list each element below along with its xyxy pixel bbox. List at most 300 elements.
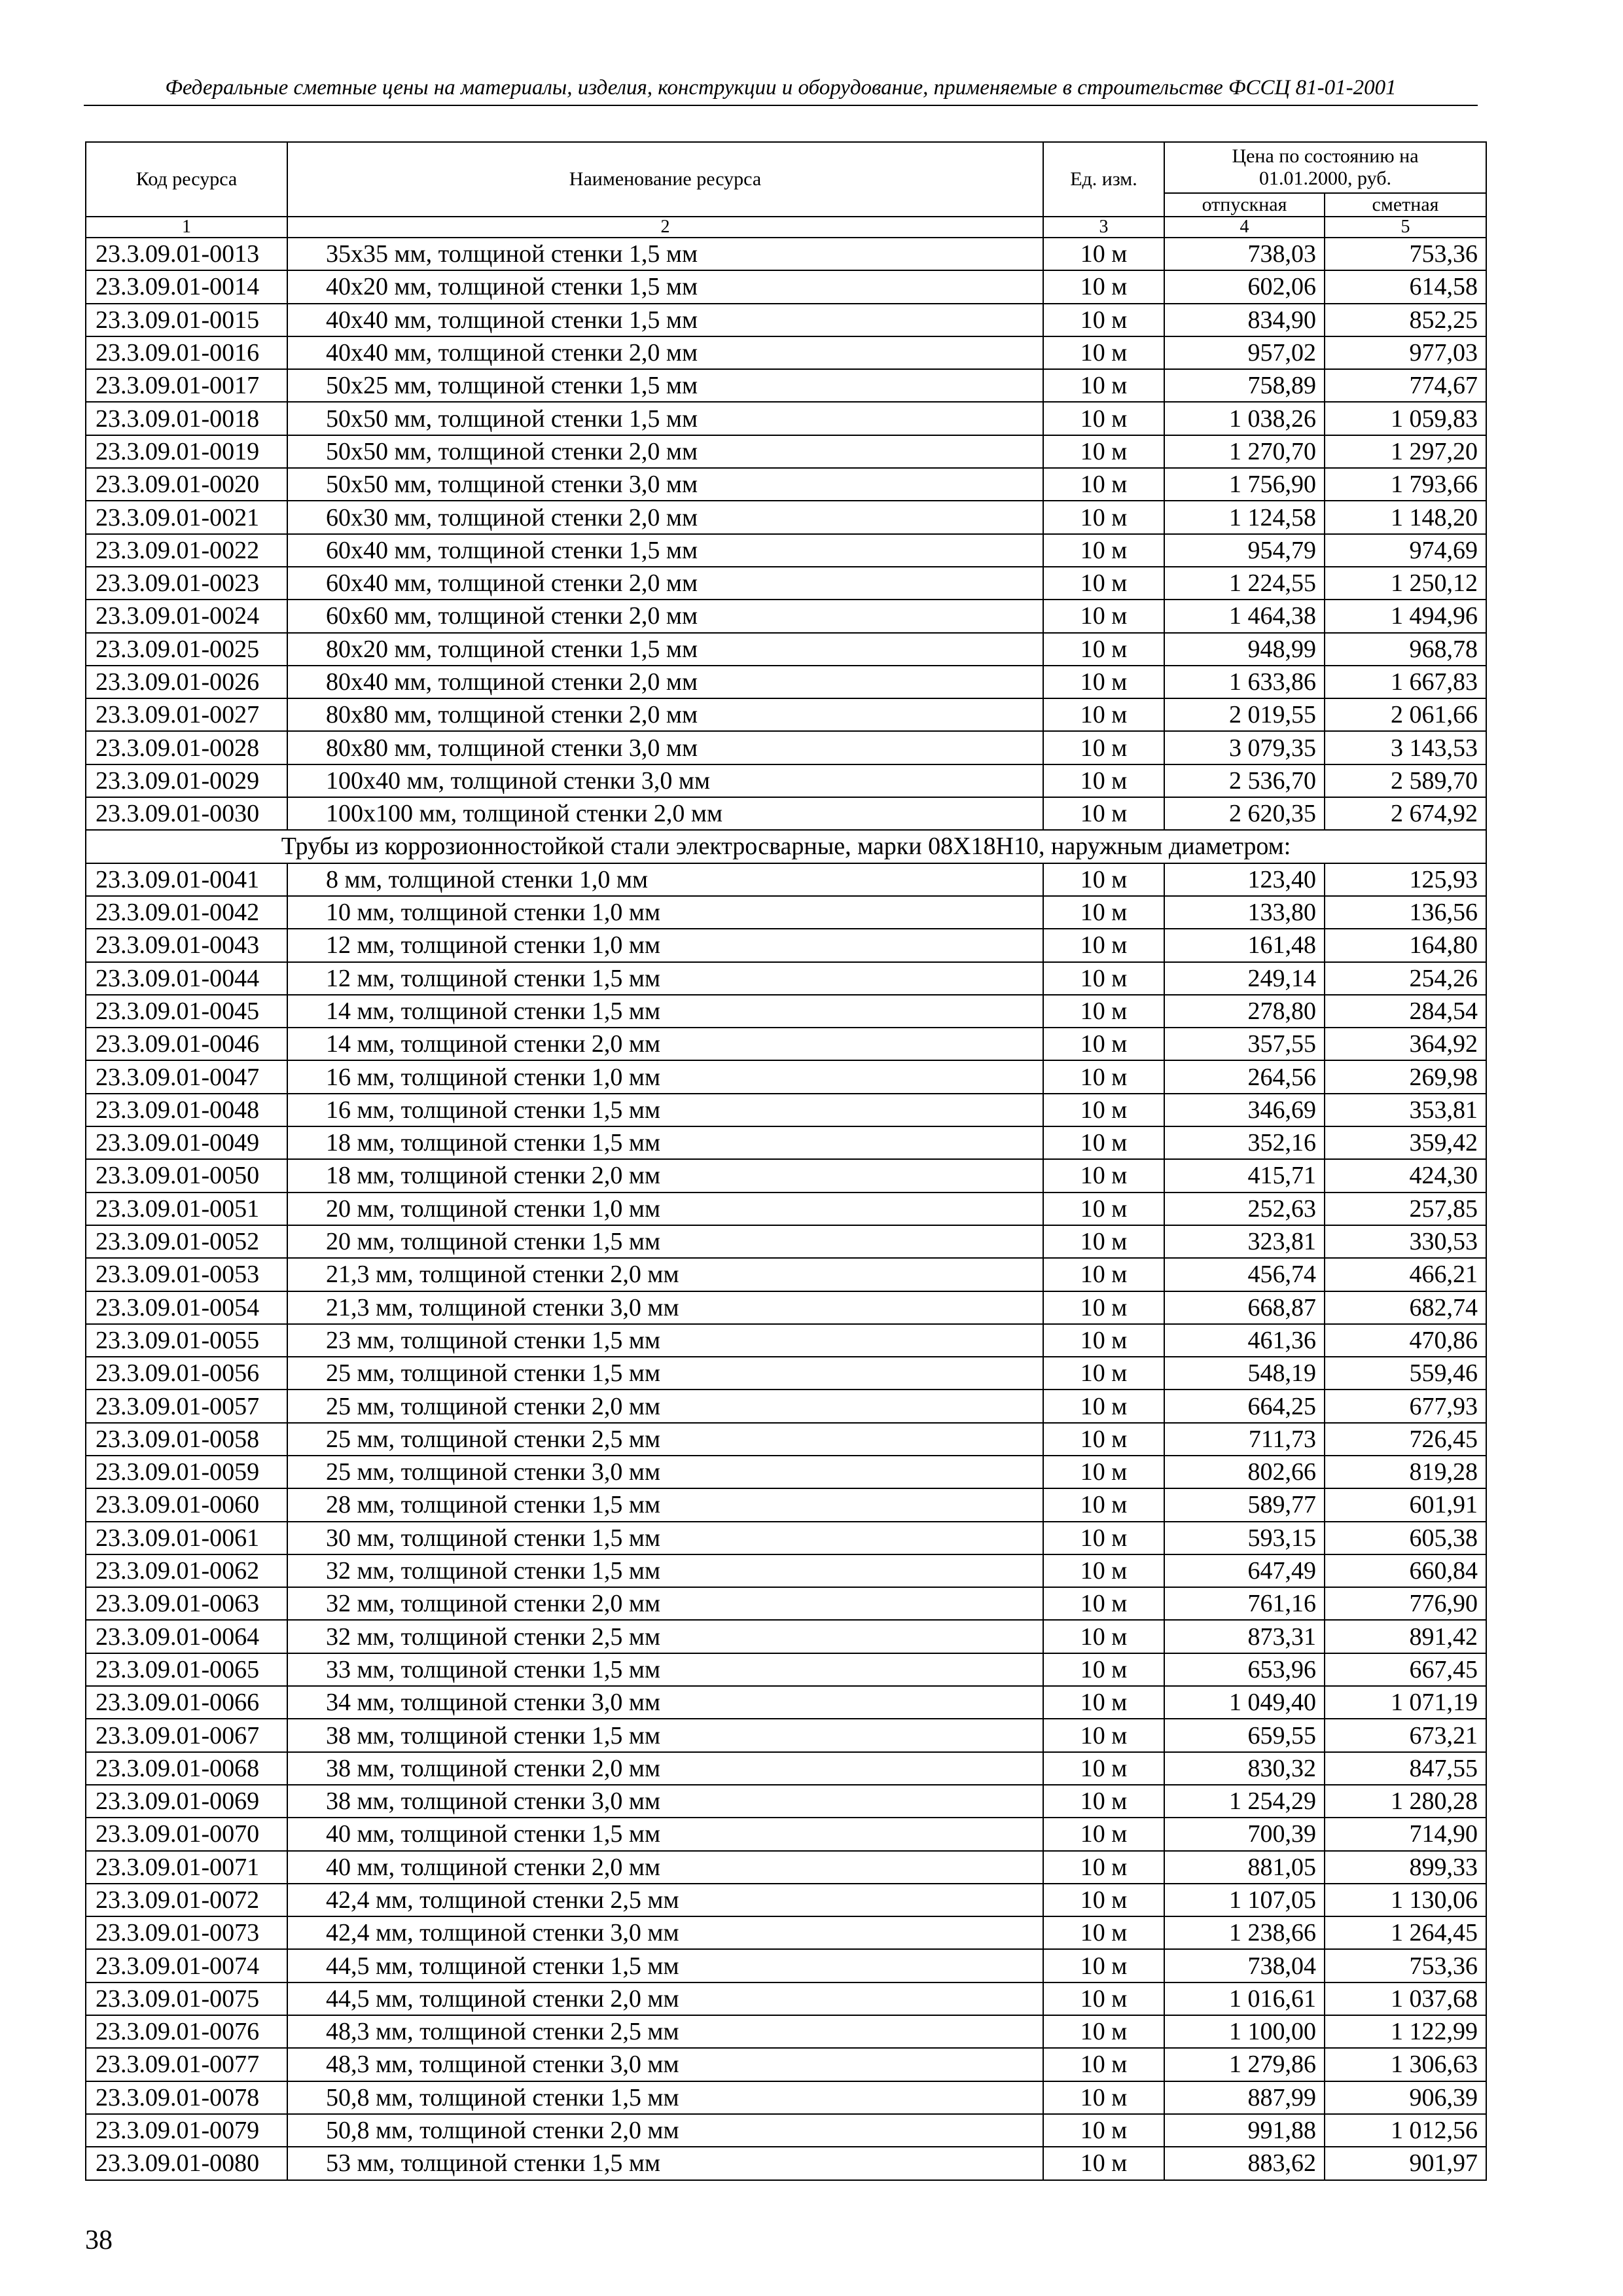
release-price: 991,88 [1164,2114,1325,2147]
release-price: 3 079,35 [1164,731,1325,764]
section-row [86,830,1486,863]
resource-name: 42,4 мм, толщиной стенки 2,5 мм [287,1884,1043,1916]
table-row [86,1159,1486,1192]
resource-name: 8 мм, толщиной стенки 1,0 мм [287,863,1043,896]
unit-of-measure: 10 м [1043,2147,1164,2179]
header-price-estimate: сметная [1325,193,1486,217]
estimate-price: 466,21 [1325,1258,1486,1291]
unit-of-measure: 10 м [1043,1028,1164,1060]
release-price: 1 224,55 [1164,567,1325,600]
release-price: 802,66 [1164,1456,1325,1488]
estimate-price: 1 793,66 [1325,468,1486,501]
unit-of-measure: 10 м [1043,666,1164,698]
unit-of-measure: 10 м [1043,1324,1164,1357]
table-row [86,1522,1486,1554]
resource-name: 23 мм, толщиной стенки 1,5 мм [287,1324,1043,1357]
unit-of-measure: 10 м [1043,797,1164,830]
estimate-price: 3 143,53 [1325,731,1486,764]
release-price: 133,80 [1164,896,1325,929]
estimate-price: 257,85 [1325,1193,1486,1225]
resource-code: 23.3.09.01-0020 [86,468,287,501]
unit-of-measure: 10 м [1043,1522,1164,1554]
estimate-price: 1 280,28 [1325,1785,1486,1818]
unit-of-measure: 10 м [1043,2015,1164,2048]
resource-code: 23.3.09.01-0054 [86,1291,287,1324]
table-row [86,1752,1486,1785]
release-price: 647,49 [1164,1554,1325,1587]
table-row [86,1423,1486,1456]
unit-of-measure: 10 м [1043,1258,1164,1291]
resource-name: 38 мм, толщиной стенки 2,0 мм [287,1752,1043,1785]
resource-name: 21,3 мм, толщиной стенки 2,0 мм [287,1258,1043,1291]
table-row [86,2081,1486,2114]
resource-code: 23.3.09.01-0075 [86,1982,287,2015]
unit-of-measure: 10 м [1043,1851,1164,1884]
release-price: 249,14 [1164,962,1325,995]
resource-name: 20 мм, толщиной стенки 1,0 мм [287,1193,1043,1225]
resource-name: 53 мм, толщиной стенки 1,5 мм [287,2147,1043,2179]
release-price: 1 238,66 [1164,1916,1325,1949]
resource-name: 60x40 мм, толщиной стенки 1,5 мм [287,534,1043,567]
unit-of-measure: 10 м [1043,896,1164,929]
estimate-price: 364,92 [1325,1028,1486,1060]
unit-of-measure: 10 м [1043,238,1164,270]
table-row [86,666,1486,698]
unit-of-measure: 10 м [1043,633,1164,666]
estimate-price: 164,80 [1325,929,1486,961]
resource-code: 23.3.09.01-0013 [86,238,287,270]
release-price: 1 464,38 [1164,600,1325,632]
table-row [86,1719,1486,1751]
resource-name: 50x50 мм, толщиной стенки 3,0 мм [287,468,1043,501]
resource-code: 23.3.09.01-0078 [86,2081,287,2114]
resource-name: 33 мм, толщиной стенки 1,5 мм [287,1653,1043,1686]
unit-of-measure: 10 м [1043,2081,1164,2114]
resource-code: 23.3.09.01-0015 [86,304,287,336]
table-row [86,336,1486,369]
estimate-price: 353,81 [1325,1094,1486,1126]
resource-code: 23.3.09.01-0025 [86,633,287,666]
resource-code: 23.3.09.01-0067 [86,1719,287,1751]
resource-code: 23.3.09.01-0076 [86,2015,287,2048]
table-header-row [86,142,1486,193]
resource-code: 23.3.09.01-0027 [86,698,287,731]
resource-code: 23.3.09.01-0019 [86,435,287,468]
resource-name: 38 мм, толщиной стенки 1,5 мм [287,1719,1043,1751]
release-price: 123,40 [1164,863,1325,896]
release-price: 1 254,29 [1164,1785,1325,1818]
resource-name: 25 мм, толщиной стенки 3,0 мм [287,1456,1043,1488]
resource-name: 12 мм, толщиной стенки 1,0 мм [287,929,1043,961]
table-row [86,896,1486,929]
estimate-price: 1 130,06 [1325,1884,1486,1916]
resource-name: 100x100 мм, толщиной стенки 2,0 мм [287,797,1043,830]
table-row [86,764,1486,797]
unit-of-measure: 10 м [1043,929,1164,961]
resource-name: 80x40 мм, толщиной стенки 2,0 мм [287,666,1043,698]
estimate-price: 1 264,45 [1325,1916,1486,1949]
table-row [86,929,1486,961]
resource-name: 20 мм, толщиной стенки 1,5 мм [287,1225,1043,1258]
estimate-price: 1 122,99 [1325,2015,1486,2048]
table-row [86,1686,1486,1719]
resource-code: 23.3.09.01-0056 [86,1357,287,1390]
resource-code: 23.3.09.01-0055 [86,1324,287,1357]
resource-code: 23.3.09.01-0074 [86,1949,287,1982]
release-price: 738,04 [1164,1949,1325,1982]
resource-code: 23.3.09.01-0069 [86,1785,287,1818]
resource-code: 23.3.09.01-0022 [86,534,287,567]
table-row [86,1884,1486,1916]
estimate-price: 753,36 [1325,1949,1486,1982]
unit-of-measure: 10 м [1043,1620,1164,1653]
release-price: 957,02 [1164,336,1325,369]
release-price: 2 019,55 [1164,698,1325,731]
resource-name: 16 мм, толщиной стенки 1,5 мм [287,1094,1043,1126]
estimate-price: 424,30 [1325,1159,1486,1192]
table-row [86,1258,1486,1291]
unit-of-measure: 10 м [1043,567,1164,600]
resource-name: 30 мм, толщиной стенки 1,5 мм [287,1522,1043,1554]
estimate-price: 819,28 [1325,1456,1486,1488]
release-price: 887,99 [1164,2081,1325,2114]
estimate-price: 330,53 [1325,1225,1486,1258]
estimate-price: 1 297,20 [1325,435,1486,468]
unit-of-measure: 10 м [1043,534,1164,567]
estimate-price: 1 667,83 [1325,666,1486,698]
resource-name: 34 мм, толщиной стенки 3,0 мм [287,1686,1043,1719]
release-price: 357,55 [1164,1028,1325,1060]
release-price: 602,06 [1164,270,1325,303]
estimate-price: 852,25 [1325,304,1486,336]
release-price: 589,77 [1164,1488,1325,1521]
unit-of-measure: 10 м [1043,1785,1164,1818]
resource-name: 44,5 мм, толщиной стенки 2,0 мм [287,1982,1043,2015]
table-row [86,1587,1486,1620]
unit-of-measure: 10 м [1043,1587,1164,1620]
resource-name: 80x80 мм, толщиной стенки 3,0 мм [287,731,1043,764]
estimate-price: 1 148,20 [1325,501,1486,533]
header-name: Наименование ресурса [287,142,1043,217]
resource-name: 40 мм, толщиной стенки 1,5 мм [287,1818,1043,1850]
estimate-price: 1 494,96 [1325,600,1486,632]
resource-name: 12 мм, толщиной стенки 1,5 мм [287,962,1043,995]
resource-code: 23.3.09.01-0072 [86,1884,287,1916]
table-row [86,501,1486,533]
unit-of-measure: 10 м [1043,1094,1164,1126]
table-row [86,2048,1486,2081]
resource-name: 42,4 мм, толщиной стенки 3,0 мм [287,1916,1043,1949]
resource-name: 25 мм, толщиной стенки 2,0 мм [287,1390,1043,1422]
table-row [86,962,1486,995]
unit-of-measure: 10 м [1043,1126,1164,1159]
resource-code: 23.3.09.01-0018 [86,402,287,435]
unit-of-measure: 10 м [1043,698,1164,731]
resource-name: 50x50 мм, толщиной стенки 2,0 мм [287,435,1043,468]
resource-code: 23.3.09.01-0041 [86,863,287,896]
table-row [86,600,1486,632]
release-price: 352,16 [1164,1126,1325,1159]
estimate-price: 901,97 [1325,2147,1486,2179]
unit-of-measure: 10 м [1043,1686,1164,1719]
release-price: 1 633,86 [1164,666,1325,698]
unit-of-measure: 10 м [1043,270,1164,303]
release-price: 653,96 [1164,1653,1325,1686]
resource-code: 23.3.09.01-0046 [86,1028,287,1060]
header-price-group: Цена по состоянию на 01.01.2000, руб. [1164,142,1486,193]
resource-name: 100x40 мм, толщиной стенки 3,0 мм [287,764,1043,797]
release-price: 668,87 [1164,1291,1325,1324]
resource-name: 18 мм, толщиной стенки 1,5 мм [287,1126,1043,1159]
table-row [86,2015,1486,2048]
table-row [86,402,1486,435]
header-price-release: отпускная [1164,193,1325,217]
resource-name: 60x40 мм, толщиной стенки 2,0 мм [287,567,1043,600]
unit-of-measure: 10 м [1043,468,1164,501]
unit-of-measure: 10 м [1043,336,1164,369]
resource-code: 23.3.09.01-0060 [86,1488,287,1521]
estimate-price: 667,45 [1325,1653,1486,1686]
unit-of-measure: 10 м [1043,600,1164,632]
release-price: 346,69 [1164,1094,1325,1126]
release-price: 278,80 [1164,995,1325,1028]
resource-code: 23.3.09.01-0058 [86,1423,287,1456]
resource-name: 16 мм, толщиной стенки 1,0 мм [287,1060,1043,1093]
estimate-price: 677,93 [1325,1390,1486,1422]
resource-name: 28 мм, толщиной стенки 1,5 мм [287,1488,1043,1521]
unit-of-measure: 10 м [1043,435,1164,468]
estimate-price: 2 589,70 [1325,764,1486,797]
unit-of-measure: 10 м [1043,863,1164,896]
resource-code: 23.3.09.01-0029 [86,764,287,797]
table-row [86,1060,1486,1093]
resource-name: 21,3 мм, толщиной стенки 3,0 мм [287,1291,1043,1324]
resource-name: 25 мм, толщиной стенки 1,5 мм [287,1357,1043,1390]
resource-name: 50x50 мм, толщиной стенки 1,5 мм [287,402,1043,435]
estimate-price: 125,93 [1325,863,1486,896]
table-row [86,1554,1486,1587]
resource-code: 23.3.09.01-0042 [86,896,287,929]
release-price: 1 107,05 [1164,1884,1325,1916]
resource-code: 23.3.09.01-0043 [86,929,287,961]
resource-name: 48,3 мм, толщиной стенки 2,5 мм [287,2015,1043,2048]
unit-of-measure: 10 м [1043,402,1164,435]
unit-of-measure: 10 м [1043,1225,1164,1258]
table-row [86,863,1486,896]
resource-code: 23.3.09.01-0052 [86,1225,287,1258]
table-row [86,995,1486,1028]
table-row [86,1456,1486,1488]
table-body-rectangular [86,238,1486,830]
estimate-price: 2 061,66 [1325,698,1486,731]
table-row [86,698,1486,731]
resource-code: 23.3.09.01-0049 [86,1126,287,1159]
resource-code: 23.3.09.01-0045 [86,995,287,1028]
table-row [86,1949,1486,1982]
estimate-price: 726,45 [1325,1423,1486,1456]
resource-name: 18 мм, толщиной стенки 2,0 мм [287,1159,1043,1192]
table-row [86,468,1486,501]
price-table [85,141,1487,2181]
resource-code: 23.3.09.01-0023 [86,567,287,600]
column-number: 4 [1164,217,1325,238]
header-unit: Ед. изм. [1043,142,1164,217]
estimate-price: 776,90 [1325,1587,1486,1620]
section-title: Трубы из коррозионностойкой стали электросварные, марки 08Х18Н10, наружным диаметром: [86,830,1486,863]
estimate-price: 753,36 [1325,238,1486,270]
table-row [86,1094,1486,1126]
table-row [86,731,1486,764]
estimate-price: 1 059,83 [1325,402,1486,435]
release-price: 700,39 [1164,1818,1325,1850]
table-row [86,1916,1486,1949]
estimate-price: 974,69 [1325,534,1486,567]
release-price: 1 049,40 [1164,1686,1325,1719]
resource-code: 23.3.09.01-0053 [86,1258,287,1291]
resource-code: 23.3.09.01-0061 [86,1522,287,1554]
column-number: 2 [287,217,1043,238]
unit-of-measure: 10 м [1043,1982,1164,2015]
release-price: 758,89 [1164,369,1325,402]
release-price: 664,25 [1164,1390,1325,1422]
resource-code: 23.3.09.01-0079 [86,2114,287,2147]
table-row [86,1324,1486,1357]
release-price: 738,03 [1164,238,1325,270]
unit-of-measure: 10 м [1043,1949,1164,1982]
resource-name: 80x80 мм, толщиной стенки 2,0 мм [287,698,1043,731]
release-price: 830,32 [1164,1752,1325,1785]
resource-name: 50,8 мм, толщиной стенки 1,5 мм [287,2081,1043,2114]
table-row [86,304,1486,336]
release-price: 461,36 [1164,1324,1325,1357]
table-row [86,534,1486,567]
unit-of-measure: 10 м [1043,1193,1164,1225]
table-row [86,1653,1486,1686]
table-row [86,369,1486,402]
resource-code: 23.3.09.01-0016 [86,336,287,369]
running-header: Федеральные сметные цены на материалы, изделия, конструкции и оборудование, применяемые в строительстве ФССЦ 81-01-2001 [165,76,1397,99]
column-number-row [86,217,1486,238]
unit-of-measure: 10 м [1043,304,1164,336]
resource-name: 50x25 мм, толщиной стенки 1,5 мм [287,369,1043,402]
table-section [86,830,1486,863]
estimate-price: 891,42 [1325,1620,1486,1653]
header-rule [84,105,1478,106]
resource-code: 23.3.09.01-0062 [86,1554,287,1587]
table-row [86,1357,1486,1390]
unit-of-measure: 10 м [1043,1554,1164,1587]
table-row [86,270,1486,303]
estimate-price: 1 012,56 [1325,2114,1486,2147]
release-price: 323,81 [1164,1225,1325,1258]
resource-code: 23.3.09.01-0070 [86,1818,287,1850]
resource-name: 32 мм, толщиной стенки 2,5 мм [287,1620,1043,1653]
estimate-price: 673,21 [1325,1719,1486,1751]
release-price: 1 016,61 [1164,1982,1325,2015]
resource-name: 32 мм, толщиной стенки 2,0 мм [287,1587,1043,1620]
release-price: 954,79 [1164,534,1325,567]
resource-name: 40x20 мм, толщиной стенки 1,5 мм [287,270,1043,303]
unit-of-measure: 10 м [1043,1390,1164,1422]
resource-name: 60x60 мм, толщиной стенки 2,0 мм [287,600,1043,632]
release-price: 2 620,35 [1164,797,1325,830]
release-price: 834,90 [1164,304,1325,336]
table-row [86,2114,1486,2147]
resource-code: 23.3.09.01-0065 [86,1653,287,1686]
release-price: 548,19 [1164,1357,1325,1390]
resource-code: 23.3.09.01-0068 [86,1752,287,1785]
unit-of-measure: 10 м [1043,1653,1164,1686]
table-row [86,1488,1486,1521]
resource-code: 23.3.09.01-0073 [86,1916,287,1949]
resource-name: 14 мм, толщиной стенки 1,5 мм [287,995,1043,1028]
release-price: 415,71 [1164,1159,1325,1192]
table-row [86,567,1486,600]
estimate-price: 1 250,12 [1325,567,1486,600]
estimate-price: 284,54 [1325,995,1486,1028]
table-row [86,1620,1486,1653]
resource-code: 23.3.09.01-0030 [86,797,287,830]
release-price: 948,99 [1164,633,1325,666]
release-price: 711,73 [1164,1423,1325,1456]
table-row [86,2147,1486,2179]
resource-code: 23.3.09.01-0051 [86,1193,287,1225]
unit-of-measure: 10 м [1043,731,1164,764]
table-row [86,1851,1486,1884]
resource-code: 23.3.09.01-0028 [86,731,287,764]
unit-of-measure: 10 м [1043,1752,1164,1785]
table-row [86,435,1486,468]
resource-name: 14 мм, толщиной стенки 2,0 мм [287,1028,1043,1060]
resource-code: 23.3.09.01-0048 [86,1094,287,1126]
release-price: 1 100,00 [1164,2015,1325,2048]
release-price: 761,16 [1164,1587,1325,1620]
release-price: 161,48 [1164,929,1325,961]
estimate-price: 847,55 [1325,1752,1486,1785]
estimate-price: 660,84 [1325,1554,1486,1587]
unit-of-measure: 10 м [1043,1916,1164,1949]
unit-of-measure: 10 м [1043,369,1164,402]
release-price: 1 756,90 [1164,468,1325,501]
release-price: 264,56 [1164,1060,1325,1093]
resource-code: 23.3.09.01-0064 [86,1620,287,1653]
estimate-price: 774,67 [1325,369,1486,402]
unit-of-measure: 10 м [1043,1423,1164,1456]
release-price: 883,62 [1164,2147,1325,2179]
table-row [86,238,1486,270]
unit-of-measure: 10 м [1043,1060,1164,1093]
resource-name: 50,8 мм, толщиной стенки 2,0 мм [287,2114,1043,2147]
unit-of-measure: 10 м [1043,1456,1164,1488]
estimate-price: 1 306,63 [1325,2048,1486,2081]
resource-name: 10 мм, толщиной стенки 1,0 мм [287,896,1043,929]
resource-code: 23.3.09.01-0024 [86,600,287,632]
page-number: 38 [85,2225,113,2255]
unit-of-measure: 10 м [1043,1488,1164,1521]
table-row [86,797,1486,830]
unit-of-measure: 10 м [1043,1719,1164,1751]
unit-of-measure: 10 м [1043,501,1164,533]
release-price: 593,15 [1164,1522,1325,1554]
unit-of-measure: 10 м [1043,962,1164,995]
resource-name: 40x40 мм, толщиной стенки 1,5 мм [287,304,1043,336]
release-price: 1 124,58 [1164,501,1325,533]
resource-code: 23.3.09.01-0059 [86,1456,287,1488]
resource-name: 48,3 мм, толщиной стенки 3,0 мм [287,2048,1043,2081]
resource-code: 23.3.09.01-0014 [86,270,287,303]
resource-code: 23.3.09.01-0077 [86,2048,287,2081]
estimate-price: 614,58 [1325,270,1486,303]
